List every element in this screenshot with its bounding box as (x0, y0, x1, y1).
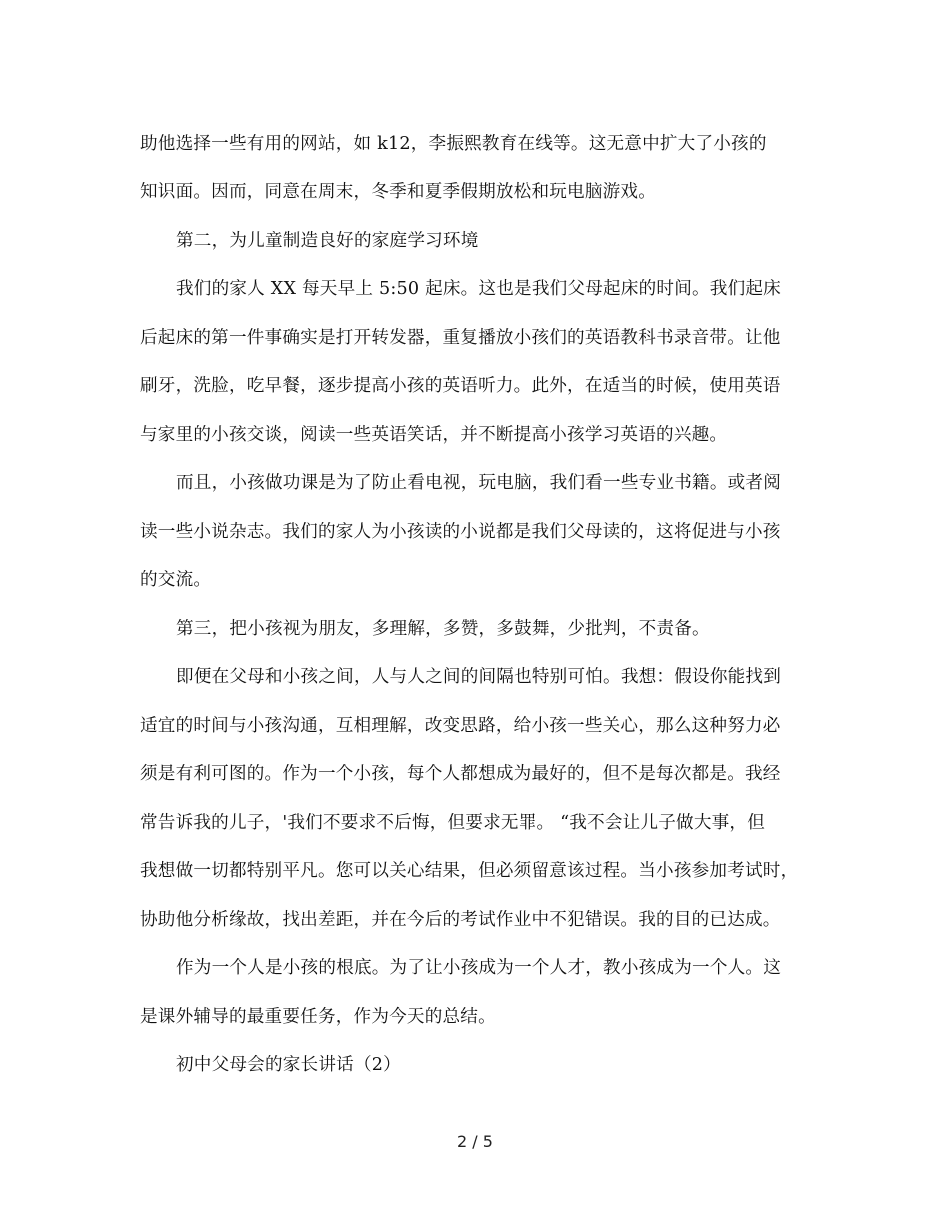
paragraph-line: 协助他分析缘故，找出差距，并在今后的考试作业中不犯错误。我的目的已达成。 (140, 910, 781, 930)
paragraph-line: 知识面。因而，同意在周末，冬季和夏季假期放松和玩电脑游戏。 (140, 182, 657, 202)
paragraph-line: 我想做一切都特别平凡。您可以关心结果，但必须留意该过程。当小孩参加考试时， (140, 861, 799, 881)
paragraph-line: 须是有利可图的。作为一个小孩，每个人都想成为最好的，但不是每次都是。我经 (140, 764, 781, 784)
paragraph-line: 助他选择一些有用的网站，如 k12，李振熙教育在线等。这无意中扩大了小孩的 (140, 134, 767, 154)
paragraph-line: 而且，小孩做功课是为了防止看电视，玩电脑，我们看一些专业书籍。或者阅 (176, 473, 781, 493)
section-heading: 初中父母会的家长讲话（2） (176, 1055, 401, 1075)
paragraph-line: 的交流。 (140, 570, 212, 590)
paragraph-line: 作为一个人是小孩的根底。为了让小孩成为一个人才，教小孩成为一个人。这 (176, 958, 781, 978)
section-heading: 第三，把小孩视为朋友，多理解，多赞，多鼓舞，少批判，不责备。 (176, 619, 710, 639)
paragraph-line: 适宜的时间与小孩沟通，互相理解，改变思路，给小孩一些关心，那么这种努力必 (140, 716, 781, 736)
paragraph-line: 即便在父母和小孩之间，人与人之间的间隔也特别可怕。我想：假设你能找到 (176, 667, 781, 687)
paragraph-line: 读一些小说杂志。我们的家人为小孩读的小说都是我们父母读的，这将促进与小孩 (140, 522, 781, 542)
paragraph-line: 是课外辅导的最重要任务，作为今天的总结。 (140, 1007, 496, 1027)
page-number: 2 / 5 (457, 1132, 493, 1151)
paragraph-line: 后起床的第一件事确实是打开转发器，重复播放小孩们的英语教科书录音带。让他 (140, 328, 781, 348)
section-heading: 第二，为儿童制造良好的家庭学习环境 (176, 231, 479, 251)
paragraph-line: 刷牙，洗脸，吃早餐，逐步提高小孩的英语听力。此外，在适当的时候，使用英语 (140, 376, 781, 396)
paragraph-line: 常告诉我的儿子，'我们不要求不后悔，但要求无罪。 “我不会让儿子做大事，但 (140, 813, 766, 833)
paragraph-line: 我们的家人 XX 每天早上 5:50 起床。这也是我们父母起床的时间。我们起床 (176, 279, 781, 299)
paragraph-line: 与家里的小孩交谈，阅读一些英语笑话，并不断提高小孩学习英语的兴趣。 (140, 425, 728, 445)
